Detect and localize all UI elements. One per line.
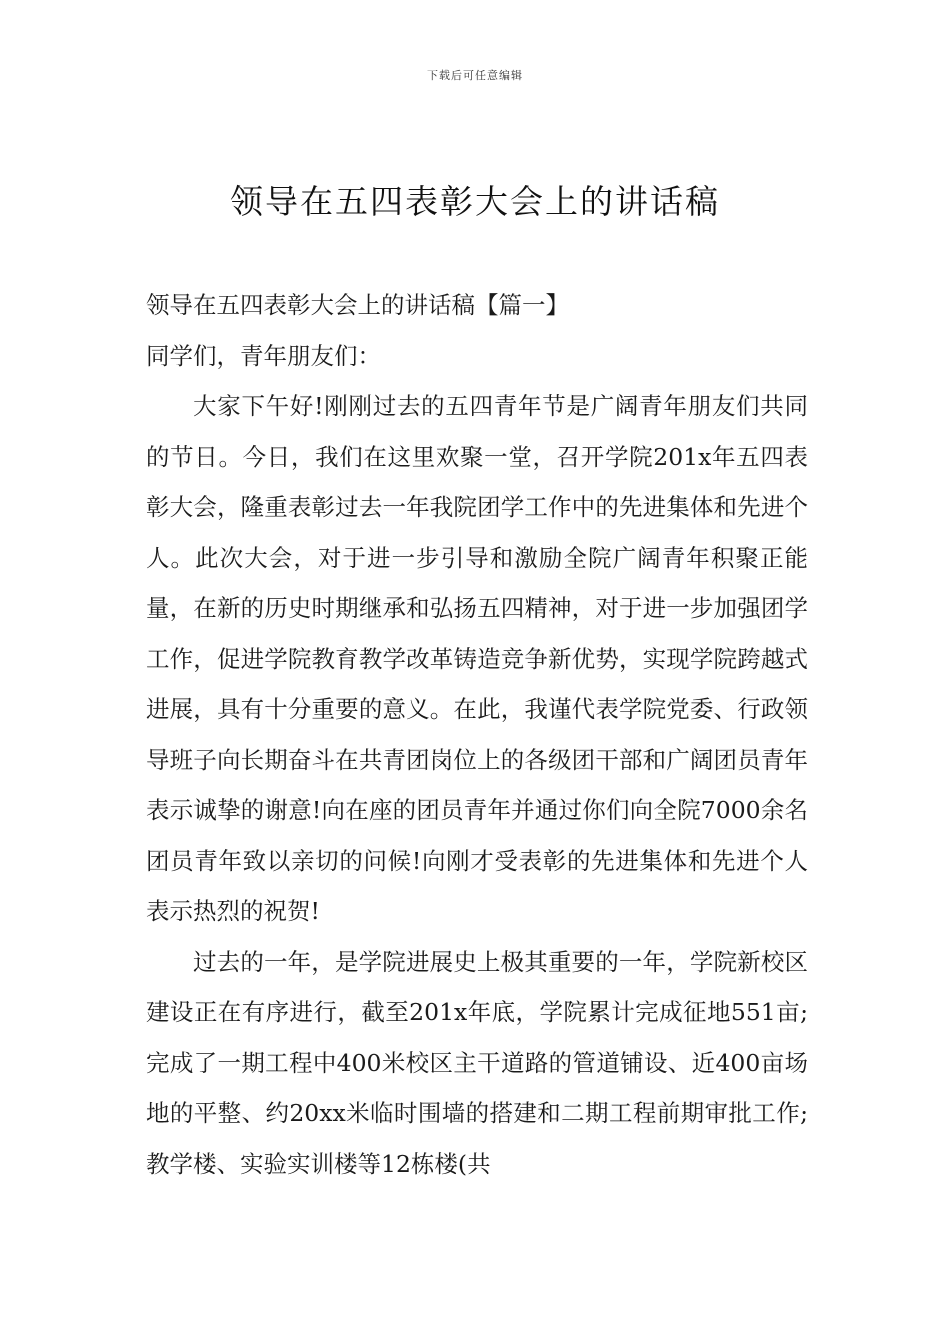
header-note: 下载后可任意编辑 — [427, 69, 523, 82]
paragraph-1: 大家下午好!刚刚过去的五四青年节是广阔青年朋友们共同的节日。今日，我们在这里欢聚一堂，召开学院201x年五四表彰大会，隆重表彰过去一年我院团学工作中的先进集体和先进个人。此次大会，对于进一步引导和激励全院广阔青年积聚正能量，在新的历史时期继承和弘扬五四精神，对于进一步加强团学工作，促进学院教育教学改革铸造竞争新优势，实现学院跨越式进展，具有十分重要的意义。在此，我谨代表学院党委、行政领导班子向长期奋斗在共青团岗位上的各级团干部和广阔团员青年表示诚挚的谢意!向在座的团员青年并通过你们向全院7000余名团员青年致以亲切的问候!向刚才受表彰的先进集体和先进个人表示热烈的祝贺! — [146, 392, 808, 925]
paragraph-2: 过去的一年，是学院进展史上极其重要的一年，学院新校区建设正在有序进行，截至201x年底，学院累计完成征地551亩;完成了一期工程中400米校区主干道路的管道铺设、近400亩场地的平整、约20xx米临时围墙的搭建和二期工程前期审批工作;教学楼、实验实训楼等12栋楼(共 — [146, 947, 808, 1178]
salutation: 同学们，青年朋友们： — [146, 341, 381, 370]
document-body — [146, 280, 808, 1189]
document-title: 领导在五四表彰大会上的讲话稿 — [230, 182, 720, 221]
section-heading: 领导在五四表彰大会上的讲话稿【篇一】 — [146, 291, 569, 319]
